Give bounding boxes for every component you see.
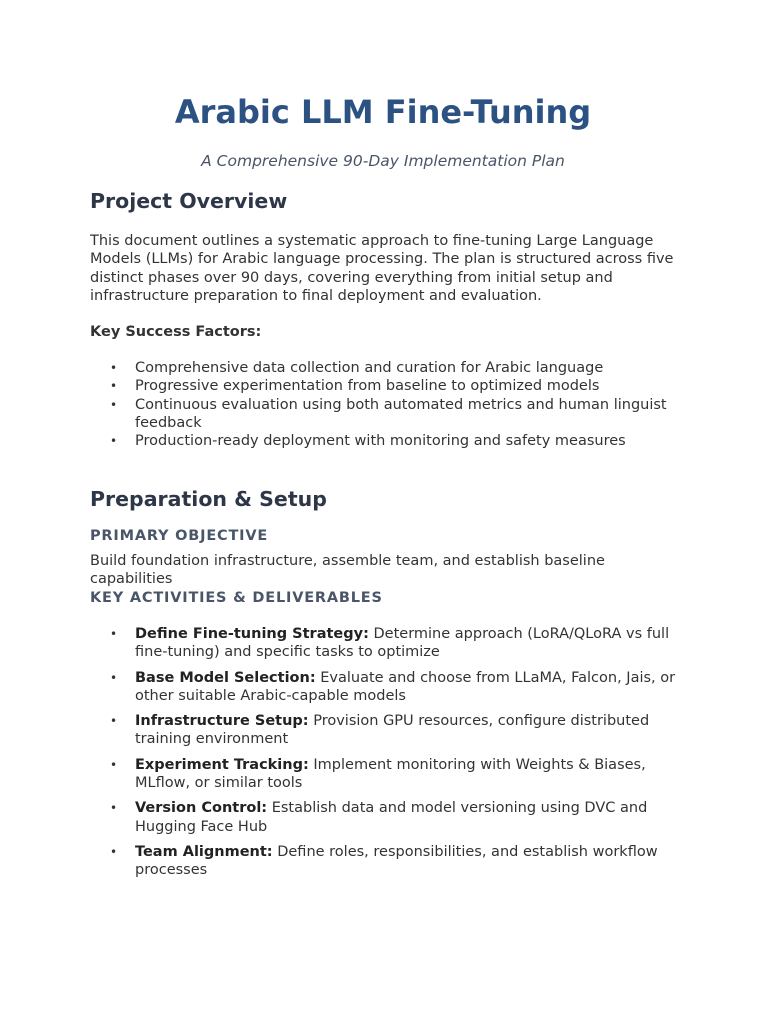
list-item: [90, 799, 680, 836]
primary-objective-label: PRIMARY OBJECTIVE: [90, 528, 269, 544]
activity-title: Experiment Tracking:: [135, 756, 309, 773]
document-title: Arabic LLM Fine-Tuning: [174, 93, 592, 131]
activity-title: Version Control:: [135, 800, 268, 817]
bullet-icon: •: [110, 434, 118, 449]
primary-objective-text: Build foundation infrastructure, assemble team, and establish baseline capabilities: [90, 553, 605, 588]
activities-list: [90, 625, 680, 887]
bullet-icon: •: [110, 397, 118, 412]
bullet-icon: •: [110, 627, 118, 641]
list-item: [90, 625, 680, 662]
activity-description: Establish data and model versioning using DVC and Hugging Face Hub: [135, 800, 648, 835]
bullet-icon: •: [110, 361, 118, 375]
success-factors-list: [90, 359, 680, 450]
list-item: [90, 843, 680, 880]
activity-title: Base Model Selection:: [135, 669, 316, 686]
bullet-icon: •: [110, 714, 118, 729]
list-item: • Production-ready deployment with monitoring and safety measures: [110, 433, 626, 450]
list-item: • Progressive experimentation from baseline to optimized models: [110, 378, 600, 395]
activity-description: Provision GPU resources, configure distributed training environment: [135, 713, 650, 748]
overview-paragraph: This document outlines a systematic approach to fine-tuning Large Language Models (LLMs) for Arabic language processing. The plan is structured across five distinct phases over 90 days, covering everything from initial setup and infrastructure preparation to final deployment and evaluation.: [90, 233, 674, 304]
activity-description: Implement monitoring with Weights & Biases, MLflow, or similar tools: [135, 756, 646, 792]
list-item: [90, 669, 680, 706]
bullet-icon: •: [110, 379, 118, 394]
activity-title: Infrastructure Setup:: [135, 713, 309, 730]
bullet-icon: •: [110, 757, 118, 772]
bullet-icon: •: [110, 801, 118, 816]
list-item: [90, 712, 680, 749]
activity-title: Define Fine-tuning Strategy:: [135, 626, 369, 642]
project-overview-heading: Project Overview: [90, 189, 288, 213]
activity-description: Define roles, responsibilities, and establish workflow processes: [135, 843, 658, 879]
document-subtitle: A Comprehensive 90-Day Implementation Plan: [201, 152, 565, 170]
activity-description: Determine approach (LoRA/QLoRA vs full fine-tuning) and specific tasks to optimize: [135, 626, 670, 661]
list-item: • Continuous evaluation using both automated metrics and human linguist feedback: [110, 396, 667, 431]
preparation-setup-heading: Preparation & Setup: [90, 487, 327, 511]
activity-title: Team Alignment:: [135, 843, 273, 860]
key-success-factors-label: Key Success Factors:: [90, 324, 262, 340]
list-item: • Comprehensive data collection and curation for Arabic language: [110, 360, 604, 376]
activity-description: Evaluate and choose from LLaMA, Falcon, Jais, or other suitable Arabic-capable models: [135, 669, 676, 704]
bullet-icon: •: [110, 844, 118, 859]
key-activities-label: KEY ACTIVITIES & DELIVERABLES: [90, 590, 383, 606]
bullet-icon: •: [110, 670, 118, 685]
list-item: [90, 756, 680, 793]
